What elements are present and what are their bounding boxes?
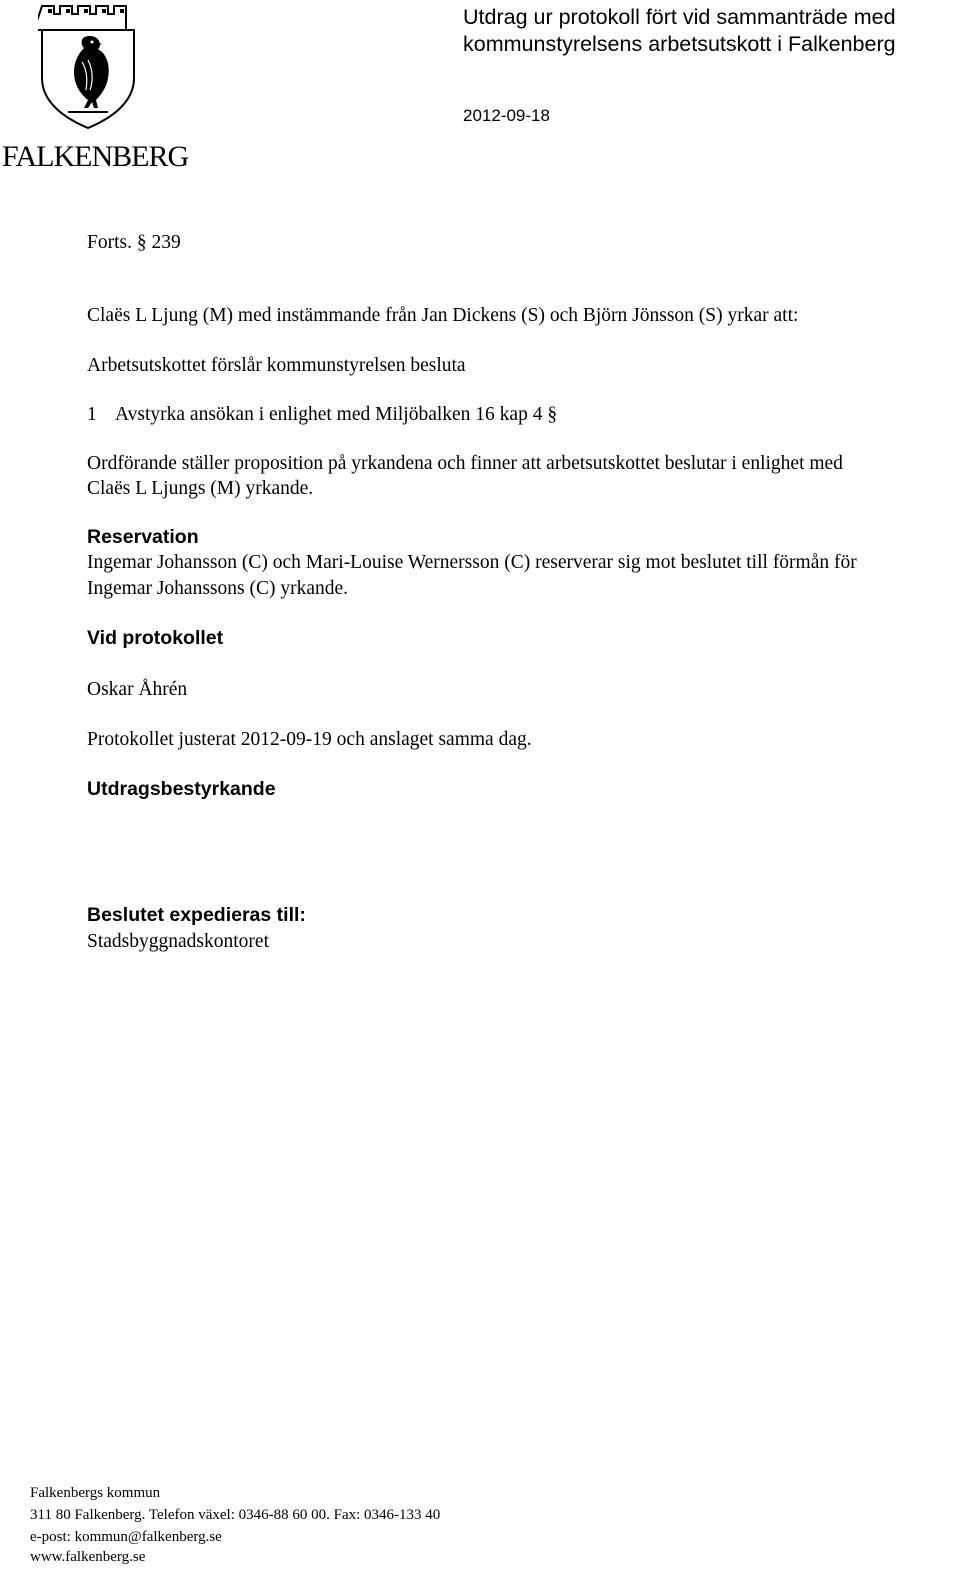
footer-org: Falkenbergs kommun xyxy=(30,1485,161,1501)
vid-protokollet-heading: Vid protokollet xyxy=(87,627,224,649)
proposal-item xyxy=(87,402,557,427)
proposal-line: Arbetsutskottet förslår kommunstyrelsen besluta xyxy=(87,355,466,376)
falkenberg-wordmark: FALKENBERG xyxy=(2,140,189,173)
chair-statement-line-1: Ordförande ställer proposition på yrkandena och finner att arbetsutskottet beslutar i enlighet med xyxy=(87,453,843,474)
item-number: 1 xyxy=(87,404,97,425)
secretary-name: Oskar Åhrén xyxy=(87,679,188,700)
reservation-line-1: Ingemar Johansson (C) och Mari-Louise Wernersson (C) reserverar sig mot beslutet till förmån för xyxy=(87,552,857,573)
footer-website[interactable]: www.falkenberg.se xyxy=(30,1549,146,1565)
document-title: Utdrag ur protokoll fört vid sammanträde med kommunstyrelsens arbetsutskott i Falkenberg xyxy=(463,5,896,56)
reservation-line-2: Ingemar Johanssons (C) yrkande. xyxy=(87,578,349,599)
utdragsbestyrkande-heading: Utdragsbestyrkande xyxy=(87,778,276,800)
footer-email[interactable]: e-post: kommun@falkenberg.se xyxy=(30,1529,222,1545)
justerat-statement: Protokollet justerat 2012-09-19 och anslaget samma dag. xyxy=(87,729,532,750)
coat-of-arms-logo xyxy=(38,2,138,130)
chair-statement-line-2: Claës L Ljungs (M) yrkande. xyxy=(87,478,314,499)
footer-address: 311 80 Falkenberg. Telefon växel: 0346-88 60 00. Fax: 0346-133 40 xyxy=(30,1507,441,1523)
falcon-coat-of-arms-icon xyxy=(38,2,138,130)
proposal-intro: Claës L Ljung (M) med instämmande från Jan Dickens (S) och Björn Jönsson (S) yrkar att: xyxy=(87,305,799,326)
item-text: Avstyrka ansökan i enlighet med Miljöbalken 16 kap 4 § xyxy=(115,404,558,425)
section-reference: Forts. § 239 xyxy=(87,232,181,253)
reservation-heading: Reservation xyxy=(87,526,199,548)
meeting-date: 2012-09-18 xyxy=(463,106,550,125)
recipient: Stadsbyggnadskontoret xyxy=(87,931,269,952)
beslutet-expedieras-heading: Beslutet expedieras till: xyxy=(87,904,306,926)
